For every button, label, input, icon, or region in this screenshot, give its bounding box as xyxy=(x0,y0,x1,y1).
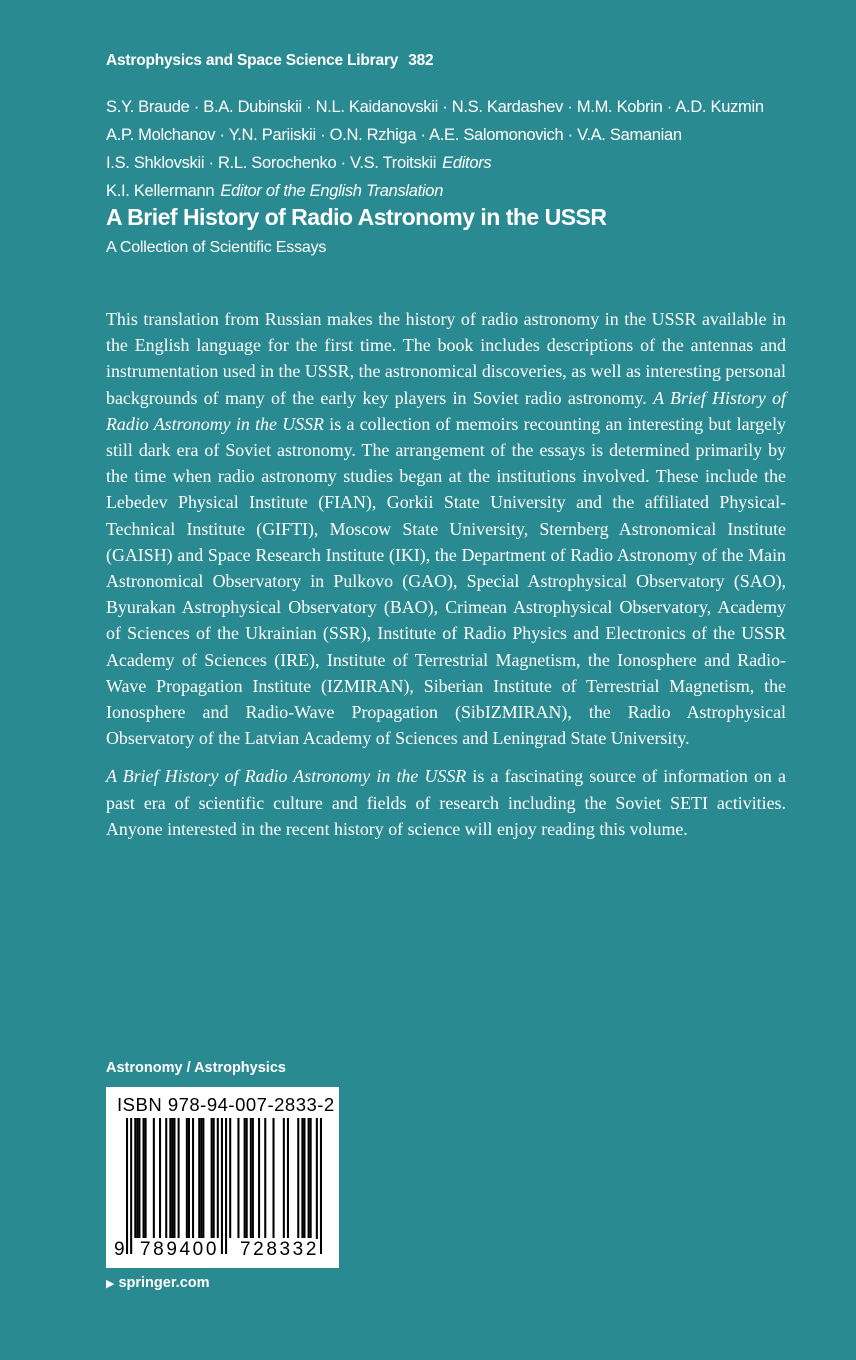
barcode-bar xyxy=(169,1118,171,1238)
barcode-left-digits: 789400 xyxy=(140,1239,220,1260)
series-volume: 382 xyxy=(408,52,434,69)
editors-line-2: A.P. Molchanov · Y.N. Pariiskii · O.N. Rzhiga · A.E. Salomonovich · V.A. Samanian xyxy=(106,126,682,144)
barcode-bar xyxy=(143,1118,145,1238)
barcode-bar xyxy=(297,1118,299,1238)
barcode-bar xyxy=(246,1118,248,1238)
barcode-bar xyxy=(200,1118,202,1238)
barcode-bar xyxy=(130,1118,132,1254)
book-title: A Brief History of Radio Astronomy in the USSR xyxy=(106,204,607,230)
barcode-bar xyxy=(264,1118,266,1238)
editors-role: Editors xyxy=(442,154,492,172)
series-line xyxy=(106,52,433,70)
barcode-bar xyxy=(272,1118,274,1238)
publisher-url: springer.com xyxy=(118,1275,210,1291)
barcode-bar xyxy=(320,1118,322,1254)
editors-line-3-names: I.S. Shklovskii · R.L. Sorochenko · V.S. Troitskii xyxy=(106,154,437,172)
blurb-paragraph-1 xyxy=(106,306,786,751)
barcode-bars xyxy=(126,1118,322,1254)
translator-line xyxy=(106,177,826,205)
barcode-bar xyxy=(308,1118,310,1238)
barcode-bar xyxy=(250,1118,252,1238)
book-subtitle: A Collection of Scientific Essays xyxy=(106,239,327,256)
barcode-bar xyxy=(258,1118,260,1238)
translator-name: K.I. Kellermann xyxy=(106,182,215,200)
barcode-bar xyxy=(303,1118,305,1238)
barcode-bar xyxy=(159,1118,161,1238)
series-name: Astrophysics and Space Science Library xyxy=(106,52,399,69)
barcode-bar xyxy=(211,1118,213,1238)
barcode-bar xyxy=(217,1118,219,1238)
barcode-bar xyxy=(287,1118,289,1238)
barcode-bar xyxy=(252,1118,254,1238)
blurb-p1-title: A Brief History of Radio Astronomy in the USSR xyxy=(106,387,786,434)
barcode-bar xyxy=(244,1118,246,1238)
publisher-link[interactable] xyxy=(106,1275,210,1291)
barcode-bar xyxy=(136,1118,138,1238)
subject-category: Astronomy / Astrophysics xyxy=(106,1060,286,1076)
barcode-bar xyxy=(229,1118,231,1238)
blurb-p2-body: is a fascinating source of information on a past era of scientific culture and fields of research including the Soviet SETI activities. Anyone interested in the recent history of science will enjoy reading this volume. xyxy=(106,766,786,839)
barcode-bar xyxy=(178,1118,180,1238)
blurb-p1-body: is a collection of memoirs recounting an interesting but largely still dark era of Soviet astronomy. The arrangement of the essays is determined primarily by the time when radio astronomy studies began at the institutions involved. These include the Lebedev Physical Institute (FIAN), Gorkii State University and the affiliated Physical-Technical Institute (GIFTI), Moscow State University, Sternberg Astronomical Institute (GAISH) and Space Research Institute (IKI), the Department of Radio Astronomy of the Main Astronomical Observatory in Pulkovo (GAO), Special Astrophysical Observatory (SAO), Byurakan Astrophysical Observatory (BAO), Crimean Astrophysical Observatory, Academy of Sciences of the Ukrainian (SSR), Institute of Radio Physics and Electronics of the USSR Academy of Sciences (IRE), Institute of Terrestrial Magnetism, the Ionosphere and Radio-Wave Propagation Institute (IZMIRAN), Siberian Institute of Terrestrial Magnetism, the Ionosphere and Radio-Wave Propagation (SibIZMIRAN), the Radio Astrophysical Observatory of the Latvian Academy of Sciences and Leningrad State University. xyxy=(106,413,786,749)
barcode-bar xyxy=(237,1118,239,1238)
barcode-bar xyxy=(188,1118,190,1238)
barcode-bar xyxy=(134,1118,136,1238)
barcode-bar xyxy=(165,1118,167,1238)
blurb xyxy=(106,306,786,842)
barcode-bar xyxy=(283,1118,285,1238)
barcode-bar xyxy=(213,1118,215,1238)
barcode-bar xyxy=(221,1118,223,1254)
barcode-bar xyxy=(316,1118,318,1254)
barcode-bar xyxy=(173,1118,175,1238)
barcode-bar xyxy=(301,1118,303,1238)
barcode-first-digit: 9 xyxy=(114,1239,125,1260)
editors-block xyxy=(106,93,826,205)
play-arrow-icon: ▶ xyxy=(106,1278,115,1290)
barcode-bar xyxy=(126,1118,128,1254)
editors-line-3 xyxy=(106,149,826,177)
barcode-bar xyxy=(186,1118,188,1238)
barcode-right-digits: 728332 xyxy=(240,1239,320,1260)
barcode-digits xyxy=(111,1237,336,1265)
editors-line-1: S.Y. Braude · B.A. Dubinskii · N.L. Kaidanovskii · N.S. Kardashev · M.M. Kobrin · A.D. Kuzmin xyxy=(106,98,764,116)
barcode-bar xyxy=(310,1118,312,1238)
translator-role: Editor of the English Translation xyxy=(220,182,444,200)
barcode-bar xyxy=(202,1118,204,1238)
barcode xyxy=(106,1087,339,1268)
blurb-p1-intro: This translation from Russian makes the history of radio astronomy in the USSR available in the English language for the first time. The book includes descriptions of the antennas and instrumentation used in the USSR, the astronomical discoveries, as well as interesting personal backgrounds of many of the early key players in Soviet radio astronomy. xyxy=(106,309,786,408)
barcode-bar xyxy=(153,1118,155,1238)
barcode-bar xyxy=(192,1118,194,1238)
blurb-p2-title: A Brief History of Radio Astronomy in the USSR xyxy=(106,766,467,787)
barcode-bar xyxy=(138,1118,140,1238)
isbn-label: ISBN 978-94-007-2833-2 xyxy=(117,1094,335,1115)
barcode-bar xyxy=(171,1118,173,1238)
barcode-bar xyxy=(198,1118,200,1238)
blurb-paragraph-2 xyxy=(106,763,786,842)
barcode-bar xyxy=(145,1118,147,1238)
barcode-bar xyxy=(225,1118,227,1254)
